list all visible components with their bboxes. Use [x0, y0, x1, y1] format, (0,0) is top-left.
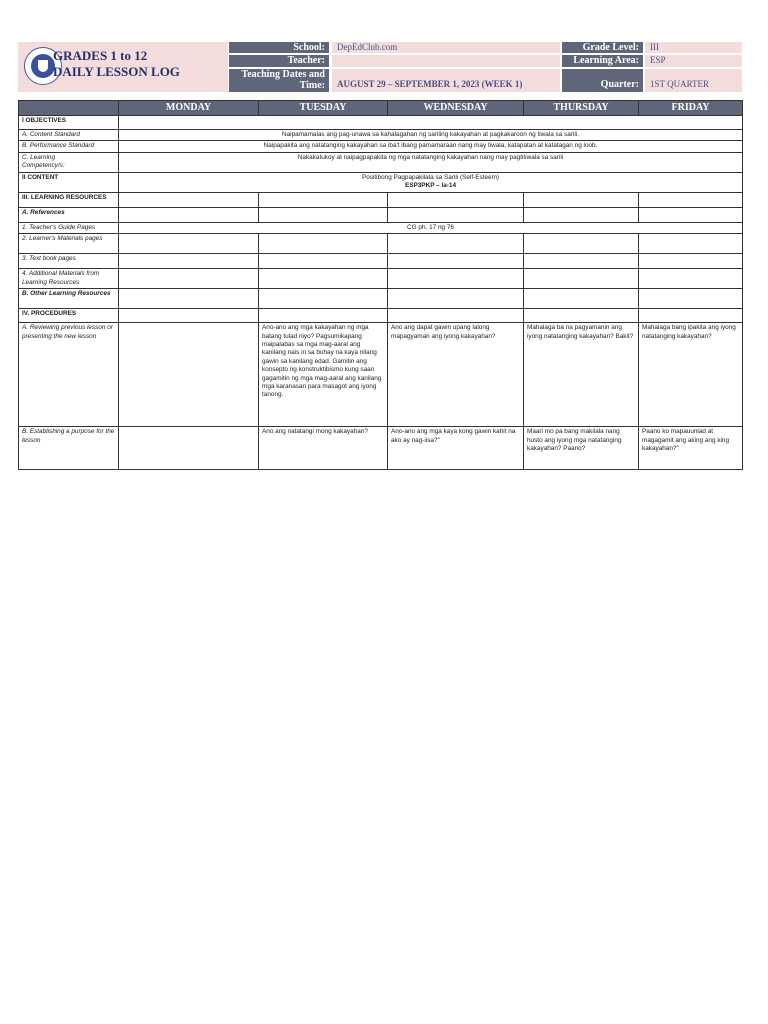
other-resources-label: B. Other Learning Resources: [19, 289, 119, 309]
purpose-tuesday: Ano ang natatangi mong kakayahan?: [259, 427, 388, 470]
school-label: School:: [229, 42, 329, 53]
learners-materials-row: [19, 234, 743, 254]
competency-text: Nakakatukoy at naipagpapakita ng mga natatanging kakayahan nang may pagtitiwala sa sarili: [119, 152, 743, 172]
purpose-monday: [119, 427, 259, 470]
other-resources-row: [19, 289, 743, 309]
objectives-row: [19, 116, 743, 130]
day-tuesday: TUESDAY: [259, 101, 388, 116]
learning-area-value: ESP: [645, 55, 742, 67]
references-label: A. References: [19, 207, 119, 222]
content-label: II CONTENT: [19, 172, 119, 192]
reviewing-monday: [119, 323, 259, 427]
references-row: [19, 207, 743, 222]
day-thursday: THURSDAY: [524, 101, 639, 116]
reviewing-wednesday: Ano ang dapat gawin upang lalong mapagyaman ang iyong kakayahan?: [388, 323, 524, 427]
content-standard-label: A. Content Standard: [19, 130, 119, 141]
competency-label-line1: C. Learning: [22, 153, 56, 161]
purpose-thursday: Maari mo pa bang makilala nang husto ang iyong mga natatanging kakayahan? Paano?: [524, 427, 639, 470]
day-monday: MONDAY: [119, 101, 259, 116]
day-friday: FRIDAY: [639, 101, 743, 116]
learning-resources-row: [19, 192, 743, 207]
additional-materials-row: [19, 269, 743, 289]
teacher-value: [332, 55, 560, 67]
grade-level-label: Grade Level:: [562, 42, 643, 53]
reviewing-friday: Mahalaga bang ipakita ang iyong natatanging kakayahan?: [639, 323, 743, 427]
purpose-wednesday: Ano-ano ang mga kaya kong gawin kahit na ako ay nag-iisa?": [388, 427, 524, 470]
teachers-guide-value: CG ph. 17 ng 76: [119, 222, 743, 233]
lesson-log-table: [18, 100, 742, 470]
content-code: ESP3PKP – Ia-14: [404, 182, 457, 190]
procedures-label: IV. PROCEDURES: [19, 309, 119, 323]
dates-label-line2: Time:: [299, 80, 325, 91]
competency-label: [19, 152, 119, 172]
school-value: DepEdClub.com: [332, 42, 560, 53]
day-header-row: [19, 101, 743, 116]
content-standard-text: Naipamamalas ang pag-unawa sa kahalagahan ng sariling kakayahan at pagkakaroon ng tiwala sa sarili.: [119, 130, 743, 141]
brand-block: [18, 42, 228, 92]
competency-row: [19, 152, 743, 172]
textbook-label: 3. Text book pages: [19, 254, 119, 269]
dates-label-line1: Teaching Dates and: [241, 69, 325, 80]
quarter-label: Quarter:: [562, 69, 643, 92]
content-standard-row: [19, 130, 743, 141]
reviewing-row: [19, 323, 743, 427]
day-wednesday: WEDNESDAY: [388, 101, 524, 116]
reviewing-label: A. Reviewing previous lesson or presenting the new lesson: [19, 323, 119, 427]
teacher-label: Teacher:: [229, 55, 329, 67]
teachers-guide-label: 1. Teacher's Guide Pages: [19, 222, 119, 233]
procedures-row: [19, 309, 743, 323]
grade-level-value: III: [645, 42, 742, 53]
quarter-value: 1ST QUARTER: [645, 69, 742, 92]
content-row: [19, 172, 743, 192]
learning-area-label: Learning Area:: [562, 55, 643, 67]
brand-title-line1: GRADES 1 to 12: [53, 48, 148, 63]
content-topic: Positibong Pagpapakilala sa Sarili (Self-Esteem): [361, 173, 500, 181]
content-text: [119, 172, 743, 192]
purpose-label: B. Establishing a purpose for the lesson: [19, 427, 119, 470]
brand-title-line2: DAILY LESSON LOG: [53, 64, 180, 79]
reviewing-tuesday: Ano-ano ang mga kakayahan ng mga batang tulad niyo? Pagsumikapang maipalabas sa mga mag-aaral ang kanilang nais in sa buhay na kaya nilang gawin sa kanilang edad. Gamitin ang konsepto ng konstruktibismo kung saan gagamitin ng mga mag-aaral ang kanilang mga karanasan para masagot ang iyong tanong.: [259, 323, 388, 427]
purpose-row: [19, 427, 743, 470]
dates-value: AUGUST 29 – SEPTEMBER 1, 2023 (WEEK 1): [332, 69, 560, 92]
teachers-guide-row: [19, 222, 743, 233]
competency-label-line2: Competency/s:: [22, 162, 65, 170]
reviewing-thursday: Mahalaga ba na pagyamanin ang iyong natatanging kakayahan? Bakit?: [524, 323, 639, 427]
learners-materials-label: 2. Learner's Materials pages: [19, 234, 119, 254]
performance-standard-text: Naipapakita ang natatanging kakayahan sa iba't ibang pamamaraan nang may tiwala, katapatan at katatagan ng loob.: [119, 141, 743, 152]
performance-standard-label: B. Performance Standard: [19, 141, 119, 152]
objectives-label: I OBJECTIVES: [19, 116, 119, 130]
textbook-row: [19, 254, 743, 269]
performance-standard-row: [19, 141, 743, 152]
lesson-log-header: [18, 42, 742, 92]
dates-label: [229, 69, 329, 92]
learning-resources-label: III. LEARNING RESOURCES: [19, 192, 119, 207]
purpose-friday: Paano ko mapauunlad at magagamit ang aking ang king kakayahan?": [639, 427, 743, 470]
corner-cell: [19, 101, 119, 116]
additional-materials-label: 4. Additional Materials from Learning Resources: [19, 269, 119, 289]
